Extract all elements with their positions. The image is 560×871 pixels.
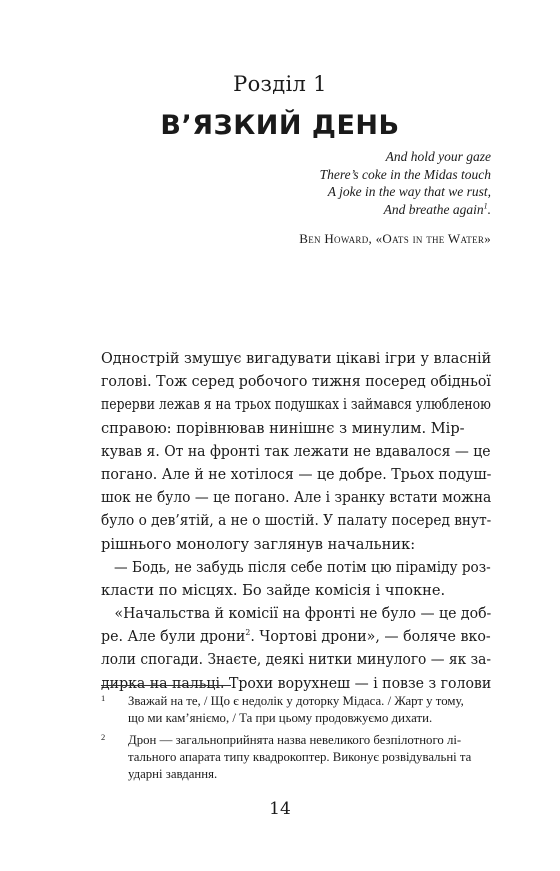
epigraph-attribution: Ben Howard, «Oats in the Water» [299, 231, 491, 246]
body-line: лоли спогади. Знаєте, деякі нитки минулого — як за- [101, 651, 491, 669]
body-line: голові. Тож серед робочого тижня посеред обідньої [101, 373, 491, 391]
footnote-1 [101, 693, 493, 728]
footnote-number: 2 [101, 731, 106, 742]
chapter-label: Розділ 1 [233, 72, 327, 96]
body-line: шок не було — це погано. Але і зранку встати можна [101, 489, 492, 507]
footnote-2 [101, 732, 493, 784]
chapter-title: В’ЯЗКИЙ ДЕНЬ [160, 110, 400, 141]
body-line: «Начальства й комісії на фронті не було — це доб- [114, 605, 492, 623]
epigraph-line-text: And breathe again [383, 201, 484, 217]
page-number: 14 [269, 799, 291, 819]
body-line: перерви лежав я на трьох подушках і займався улюбленою [101, 396, 491, 414]
footnote-line: Зважай на те, / Що є недолік у доторку Мідаса. / Жарт у тому, [128, 694, 464, 708]
epigraph-line: And breathe again$^1$. [383, 201, 491, 217]
body-line: справою: порівнював нинішнє з минулим. Мір- [101, 419, 465, 437]
body-line-part: ре. Але були дрони [101, 628, 246, 646]
body-line: класти по місцях. Бо зайде комісія і чпокне. [101, 581, 446, 599]
body-line: погано. Але й не хотілося — це добре. Трьох подуш- [101, 465, 492, 483]
body-line: рішнього монологу заглянув начальник: [101, 535, 416, 553]
epigraph-line: A joke in the way that we rust, [327, 184, 491, 199]
footnote-line: що ми кам’яніємо, / Та при цьому продовжуємо дихати. [128, 711, 433, 726]
epigraph [151, 148, 491, 218]
footnote-ref-2: 2 [245, 628, 251, 638]
body-line: кував я. От на фронті так лежати не вдавалося — це [101, 442, 491, 460]
body-text [101, 347, 491, 695]
body-line: Однострій змушує вигадувати цікаві ігри у власній [101, 350, 492, 367]
epigraph-line: And hold your gaze [385, 149, 491, 164]
footnote-divider [101, 685, 231, 686]
body-line-part: . Чортові дрони», — боляче вко- [250, 628, 491, 646]
epigraph-line: There’s coke in the Midas touch [319, 166, 491, 182]
footnote-number: 1 [101, 693, 106, 703]
footnote-line: Дрон — загальноприйнята назва невеликого безпілотного лі- [128, 732, 462, 747]
body-line: було о дев’ятій, а не о шостій. У палату посеред внут- [101, 512, 492, 530]
body-line [101, 625, 491, 648]
footnotes [101, 693, 493, 787]
body-line: дирка на пальці. Трохи ворухнеш — і повзе з голови [101, 674, 492, 692]
footnote-ref-1: 1 [483, 201, 488, 210]
body-line: — Бодь, не забудь після себе потім цю піраміду роз- [114, 558, 491, 576]
footnote-line: тального апарата типу квадрокоптер. Виконує розвідувальні та [128, 749, 472, 764]
footnote-line: ударні завдання. [128, 767, 218, 782]
